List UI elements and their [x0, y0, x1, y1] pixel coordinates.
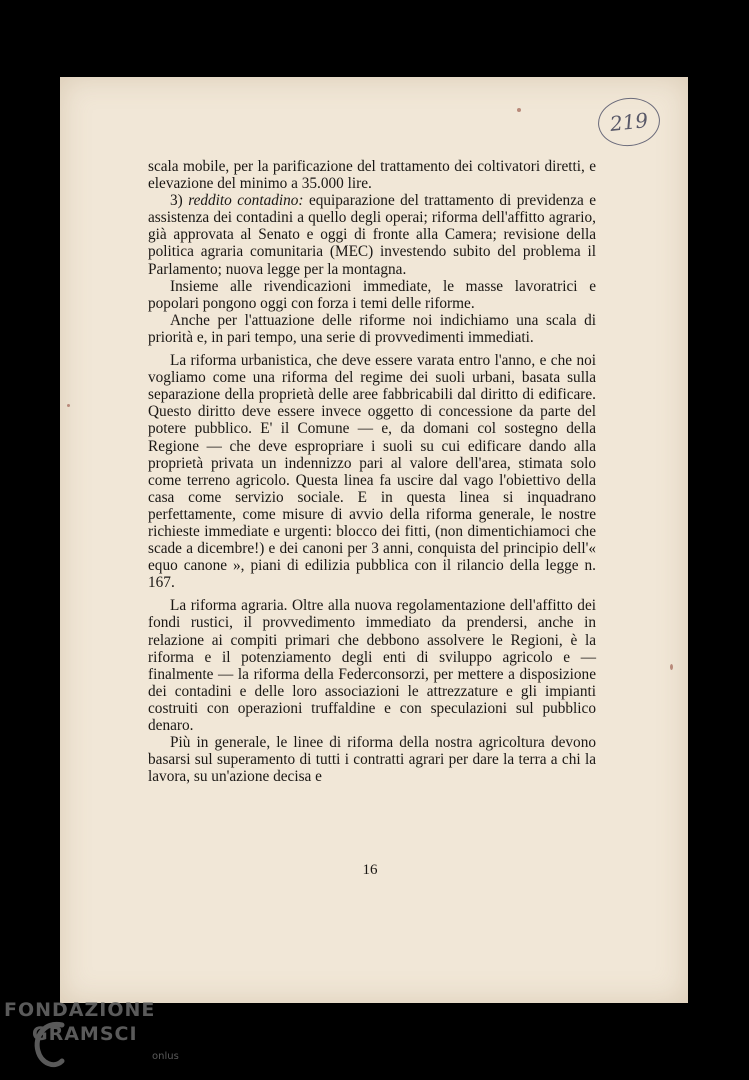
- archive-page-number: 219: [596, 95, 663, 149]
- paragraph: scala mobile, per la parificazione del trattamento dei coltivatori diretti, e elevazione del minimo a 35.000 lire.: [148, 158, 596, 193]
- paper-speck: [67, 404, 70, 407]
- watermark-line3: onlus: [152, 1051, 179, 1062]
- watermark-line1: FONDAZIONE: [4, 999, 156, 1021]
- paragraph: Più in generale, le linee di riforma della nostra agricoltura devono basarsi sul superamento di tutti i contratti agrari per dare la terra a chi la lavora, su un'azione decisa e: [148, 734, 596, 786]
- paragraph: Insieme alle rivendicazioni immediate, le masse lavoratrici e popolari pongono oggi con forza i temi delle riforme.: [148, 277, 596, 312]
- paragraph: Anche per l'attuazione delle riforme noi indichiamo una scala di priorità e, in pari tempo, una serie di provvedimenti immediati.: [148, 311, 596, 346]
- watermark-line2: GRAMSCI: [32, 1023, 138, 1045]
- paragraph: La riforma agraria. Oltre alla nuova regolamentazione dell'affitto dei fondi rustici, il provvedimento immediato da prendersi, anche in relazione ai compiti primari che debbono assolvere le Regioni, è la riforma e il potenziamento degli enti di sviluppo agricolo e — finalmente — la riforma della Federconsorzi, per mettere a disposizione dei contadini e delle loro associazioni le attrezzature e gli impianti costruiti con operazioni truffaldine e con speculazioni sul pubblico denaro.: [148, 597, 596, 734]
- paragraph: La riforma urbanistica, che deve essere varata entro l'anno, e che noi vogliamo come una riforma del regime dei suoli urbani, basata sulla separazione della proprietà delle aree fabbricabili dal diritto di edificare. Questo diritto deve essere invece oggetto di concessione da parte del potere pubblico. E' il Comune — e, da domani col sostegno della Regione — che deve espropriare i suoli su cui edificare dando alla proprietà privata un indennizzo pari al valore dell'area, stimata solo come terreno agricolo. Questa linea fa uscire dal vago l'obiettivo della casa come servizio sociale. E in questa linea si inquadrano perfettamente, come misure di avvio della riforma generale, le nostre richieste immediate e urgenti: blocco dei fitti, (non dimentichiamoci che scade a dicembre!) e dei canoni per 3 anni, conquista del principio dell'« equo canone », piani di edilizia pubblica con il rilancio della legge n. 167.: [148, 352, 596, 592]
- paper-speck: [670, 664, 673, 670]
- paragraph-text: equiparazione del trattamento di previdenza e assistenza dei contadini a quello degli operai; riforma dell'affitto agrario, già approvata al Senato e oggi di fronte alla Camera; revisione della politica agraria comunitaria (MEC) investendo subito del problema il Parlamento; nuova legge per la montagna.: [148, 192, 597, 278]
- paragraph: [148, 192, 596, 277]
- body-text: [148, 158, 596, 785]
- paper-speck: [517, 108, 521, 112]
- list-number: 3): [170, 192, 189, 210]
- list-heading: reddito contadino:: [188, 192, 304, 210]
- archive-watermark: [4, 997, 194, 1077]
- page-number: 16: [362, 862, 378, 878]
